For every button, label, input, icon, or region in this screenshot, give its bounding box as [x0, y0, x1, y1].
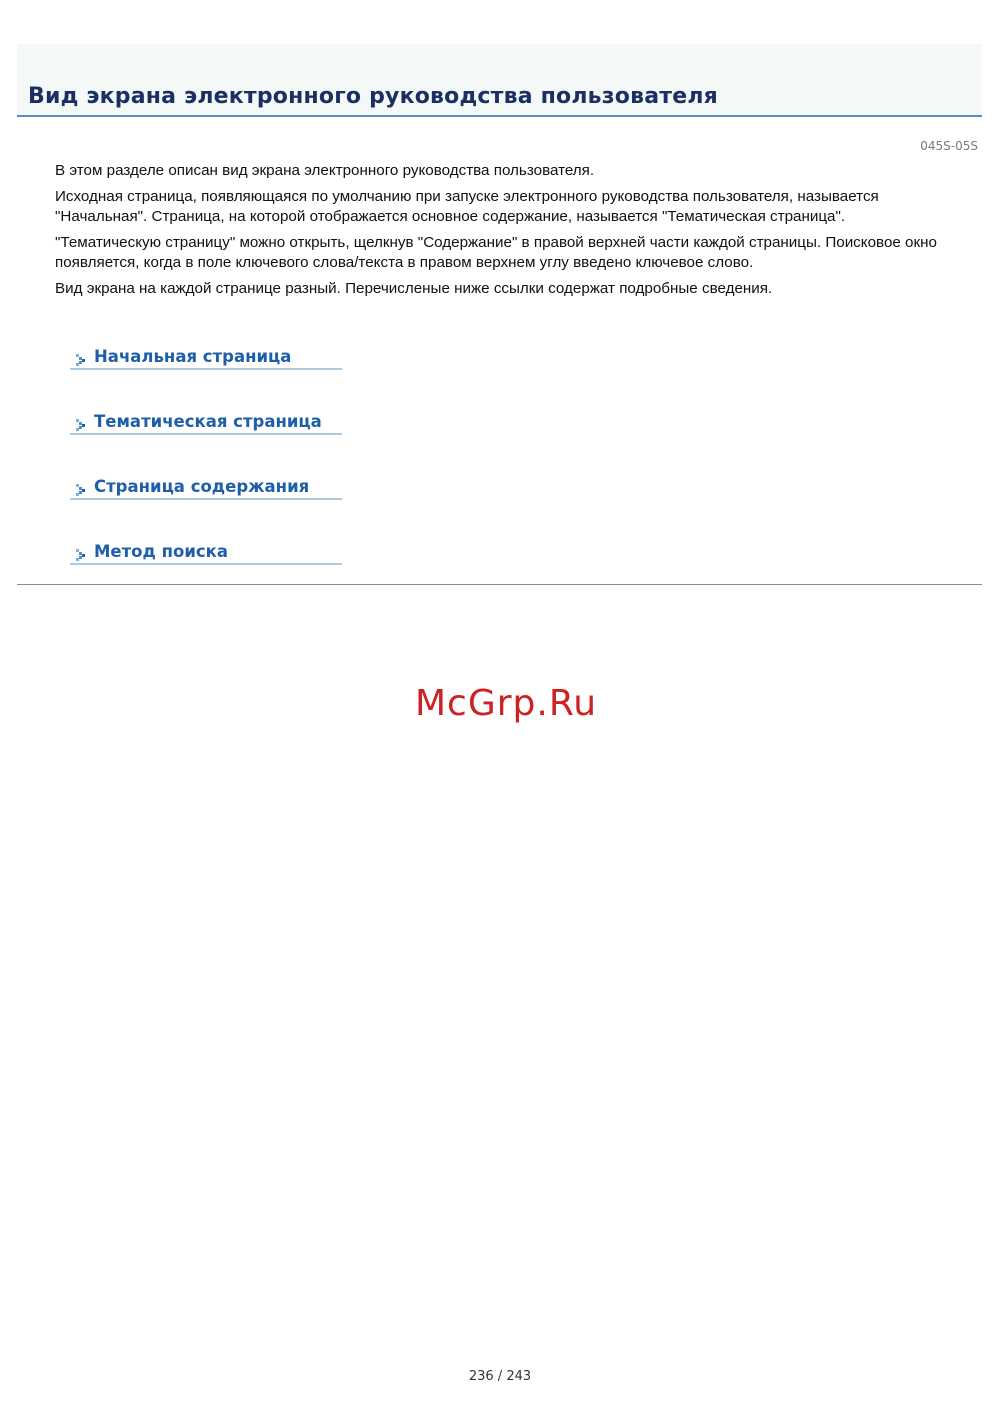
intro-paragraph: В этом разделе описан вид экрана электронного руководства пользователя.: [55, 162, 595, 179]
link-home-page[interactable]: [70, 345, 342, 370]
arrow-bullet-icon: [76, 549, 86, 561]
section-divider: [17, 584, 982, 585]
link-label[interactable]: Метод поиска: [94, 542, 228, 561]
intro-paragraph: "Тематическую страницу" можно открыть, щелкнув "Содержание" в правой верхней части каждой страницы. Поисковое окно появляется, когда в поле ключевого слова/текста в правом верхнем углу введено ключевое слово.: [55, 234, 937, 271]
arrow-bullet-icon: [76, 484, 86, 496]
related-links: [70, 345, 342, 605]
watermark: McGrp.Ru: [414, 683, 598, 724]
page-title: Вид экрана электронного руководства пользователя: [28, 84, 718, 109]
arrow-bullet-icon: [76, 419, 86, 431]
link-contents-page[interactable]: [70, 475, 342, 500]
page-number: 236 / 243: [468, 1369, 532, 1384]
arrow-bullet-icon: [76, 354, 86, 366]
document-code: 045S-05S: [920, 139, 978, 153]
link-label[interactable]: Тематическая страница: [94, 412, 322, 431]
link-search-method[interactable]: [70, 540, 342, 565]
title-bar: [17, 44, 982, 117]
link-label[interactable]: Начальная страница: [94, 347, 292, 366]
intro-paragraph: Исходная страница, появляющаяся по умолчанию при запуске электронного руководства пользователя, называется "Начальная". Страница, на которой отображается основное содержание, называется "Тематическая страница".: [55, 188, 879, 225]
intro-text: [55, 161, 965, 305]
link-topic-page[interactable]: [70, 410, 342, 435]
intro-paragraph: Вид экрана на каждой странице разный. Перечисленые ниже ссылки содержат подробные сведения.: [55, 280, 773, 297]
link-label[interactable]: Страница содержания: [94, 477, 310, 496]
